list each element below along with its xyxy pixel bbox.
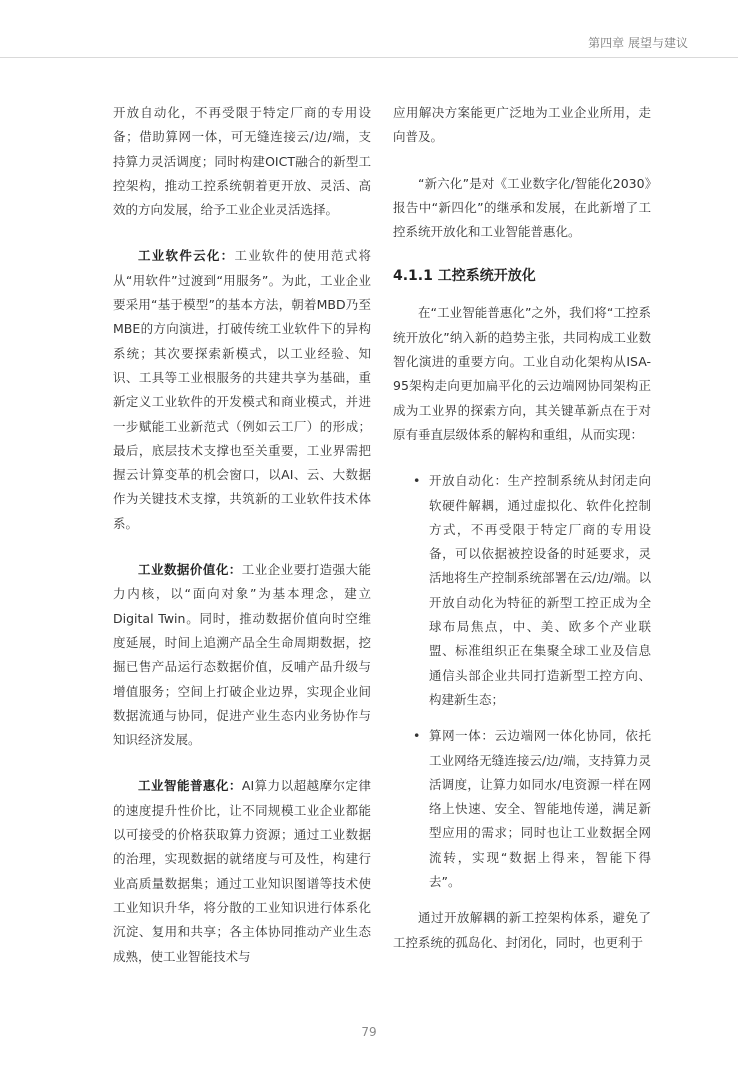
ai-inclusive-text: AI算力以超越摩尔定律的速度提升性价比，让不同规模工业企业都能以可接受的价格获取算力资源；通过工业数据的治理，实现数据的就绪度与可及性，构建行业高质量数据集；通过工业知识图谱等技术使工业知识升华，将分散的工业知识进行体系化沉淀、复用和共享；各主体协同推动产业生态成熟，使工业智能技术与 bbox=[113, 778, 371, 964]
bullet-text: 算网一体：云边端网一体化协同，依托工业网络无缝连接云/边/端，支持算力灵活调度，让算力如同水/电资源一样在网络上快速、安全、智能地传递，满足新型应用的需求；同时也让工业数据全网流转，实现“数据上得来，智能下得去”。 bbox=[429, 728, 651, 890]
bullet-text: 开放自动化：生产控制系统从封闭走向软硬件解耦，通过虚拟化、软件化控制方式，不再受限于特定厂商的专用设备，可以依据被控设备的时延要求，灵活地将生产控制系统部署在云/边/端。以开放自动化为特征的新型工控正成为全球布局焦点，中、美、欧多个产业联盟、标准组织正在集聚全球工业及信息通信头部企业共同打造新型工控方向、构建新生态； bbox=[429, 473, 651, 707]
page-number: 79 bbox=[361, 1025, 377, 1039]
data-value-term: 工业数据价值化： bbox=[138, 562, 242, 578]
data-value-text: 工业企业要打造强大能力内核，以“面向对象”为基本理念，建立Digital Twin。同时，推动数据价值向时空维度延展，时间上追溯产品全生命周期数据，挖掘已售产品运行态数据价值，反哺产品升级与增值服务；空间上打破企业边界，实现企业间数据流通与协同，促进产业生态内业务协作与知识经济发展。 bbox=[113, 562, 371, 748]
new-six-paragraph: “新六化”是对《工业数字化/智能化2030》报告中“新四化”的继承和发展，在此新增了工控系统开放化和工业智能普惠化。 bbox=[393, 175, 651, 240]
list-item-compute-network bbox=[393, 724, 651, 894]
left-column bbox=[113, 101, 371, 991]
software-cloud-text: 工业软件的使用范式将从“用软件”过渡到“用服务”。为此，工业企业要采用“基于模型”的基本方法，朝着MBD乃至MBE的方向演进，打破传统工业软件下的异构系统；其次要探索新模式，以工业经验、知识、工具等工业根服务的共建共享为基础，重新定义工业软件的开发模式和商业模式，并进一步赋能工业新范式（例如云工厂）的形成；最后，底层技术支撑也至关重要，工业界需把握云计算变革的机会窗口，以AI、云、大数据作为关键技术支撑，共筑新的工业软件技术体系。 bbox=[113, 248, 371, 531]
intro-paragraph: 开放自动化，不再受限于特定厂商的专用设备；借助算网一体，可无缝连接云/边/端，支持算力灵活调度；同时构建OICT融合的新型工控架构，推动工控系统朝着更开放、灵活、高效的方向发展，给予工业企业灵活选择。 bbox=[113, 105, 371, 218]
bullet-list bbox=[393, 469, 651, 894]
continuation-paragraph: 应用解决方案能更广泛地为工业企业所用，走向普及。 bbox=[393, 105, 651, 145]
ai-inclusive-term: 工业智能普惠化： bbox=[138, 778, 242, 794]
section-heading: 4.1.1 工控系统开放化 bbox=[393, 268, 536, 285]
list-item-open-automation bbox=[393, 469, 651, 712]
chapter-header: 第四章 展望与建议 bbox=[588, 36, 688, 50]
closing-paragraph: 通过开放解耦的新工控架构体系，避免了工控系统的孤岛化、封闭化，同时，也更利于 bbox=[393, 910, 651, 950]
right-column bbox=[393, 101, 651, 977]
section-intro-paragraph: 在“工业智能普惠化”之外，我们将“工控系统开放化”纳入新的趋势主张，共同构成工业数智化演进的重要方向。工业自动化架构从ISA-95架构走向更加扁平化的云边端网协同架构正成为工业界的探索方向，其关键革新点在于对原有垂直层级体系的解构和重组，从而实现： bbox=[393, 305, 651, 442]
software-cloud-paragraph bbox=[113, 244, 371, 536]
data-value-paragraph bbox=[113, 558, 371, 752]
ai-inclusive-paragraph bbox=[113, 774, 371, 968]
header-divider bbox=[0, 57, 738, 58]
bullet-dot-icon: • bbox=[413, 728, 421, 744]
bullet-dot-icon: • bbox=[413, 473, 421, 489]
software-cloud-term: 工业软件云化： bbox=[138, 248, 235, 264]
